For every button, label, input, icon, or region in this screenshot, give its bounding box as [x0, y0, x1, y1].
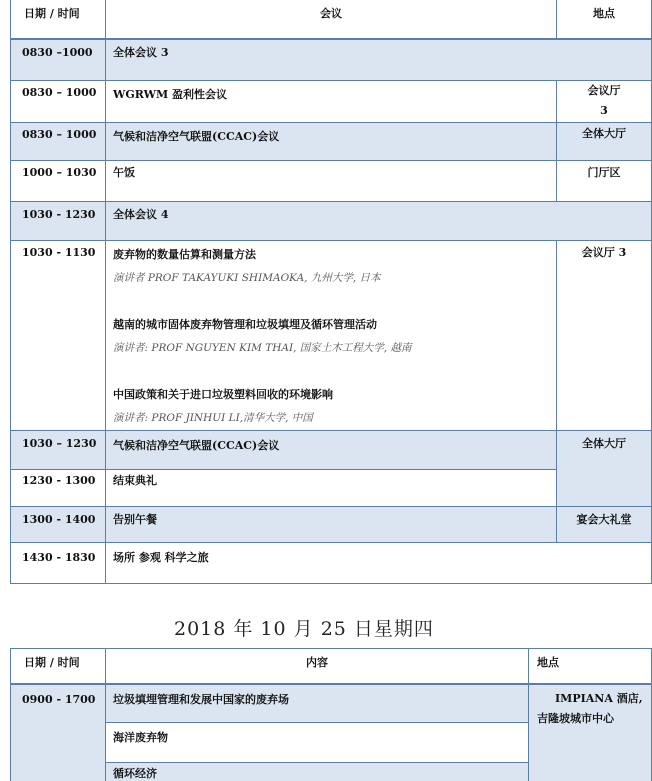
row-meeting: 午饭 — [113, 166, 135, 179]
header-location: 地点 — [593, 7, 615, 20]
content-item: 循环经济 — [113, 767, 157, 780]
header-date-time: 日期 / 时间 — [24, 656, 80, 669]
row-meeting: 场所 参观 科学之旅 — [113, 551, 209, 564]
row-meeting: 结束典礼 — [113, 474, 157, 487]
header-meeting: 会议 — [320, 7, 342, 20]
date-heading: 2018 年 10 月 25 日星期四 — [174, 618, 434, 640]
row-meeting: 告别午餐 — [113, 513, 157, 526]
row-time: 0830 –1000 — [22, 46, 93, 59]
header-location: 地点 — [537, 656, 559, 669]
row-meeting: 全体会议 3 — [113, 46, 169, 59]
row-time: 1030 - 1130 — [22, 246, 96, 259]
location-line-2: 吉隆坡城市中心 — [537, 712, 614, 725]
row-time: 1230 - 1300 — [22, 474, 96, 487]
row-location: 宴会大礼堂 — [576, 513, 632, 526]
row-meeting: 气候和洁净空气联盟(CCAC)会议 — [113, 130, 280, 143]
item-fill-3 — [105, 762, 528, 781]
talk-speaker: 演讲者: PROF NGUYEN KIM THAI, 国家土木工程大学, 越南 — [113, 342, 412, 354]
row-time: 1000 – 1030 — [22, 166, 97, 179]
talk-speaker: 演讲者 PROF TAKAYUKI SHIMAOKA, 九州大学, 日本 — [113, 272, 381, 284]
content-item: 垃圾填埋管理和发展中国家的废弃场 — [113, 693, 289, 706]
content-item: 海洋废弃物 — [113, 731, 168, 744]
header-content: 内容 — [306, 656, 328, 669]
row-location: 门厅区 — [587, 166, 621, 179]
row-time: 0830 – 1000 — [22, 128, 97, 141]
row-time: 1430 - 1830 — [22, 551, 96, 564]
row-time: 1300 - 1400 — [22, 513, 96, 526]
row-time: 0900 - 1700 — [22, 693, 96, 706]
row-time: 1030 - 1230 — [22, 208, 96, 221]
row-location: 全体大厅 — [582, 127, 626, 140]
location-line-1: IMPIANA 酒店, — [555, 692, 643, 705]
header-date-time: 日期 / 时间 — [24, 7, 80, 20]
talk-title: 越南的城市固体废弃物管理和垃圾填埋及循环管理活动 — [113, 318, 377, 331]
row-location: 会议厅 3 — [581, 246, 627, 259]
row-location-line2: 3 — [600, 104, 608, 117]
talk-title: 中国政策和关于进口垃圾塑料回收的环境影响 — [113, 388, 333, 401]
row-meeting: 全体会议 4 — [113, 208, 169, 221]
row-location: 会议厅 — [587, 84, 621, 97]
row-time: 0830 – 1000 — [22, 86, 97, 99]
row-time: 1030 – 1230 — [22, 437, 97, 450]
talk-title: 废弃物的数量估算和测量方法 — [113, 248, 256, 261]
talk-speaker: 演讲者: PROF JINHUI LI,清华大学, 中国 — [113, 412, 313, 424]
row-meeting: WGRWM 盈利性会议 — [113, 88, 228, 101]
row-location: 全体大厅 — [582, 437, 626, 450]
row-meeting: 气候和洁净空气联盟(CCAC)会议 — [113, 439, 280, 452]
